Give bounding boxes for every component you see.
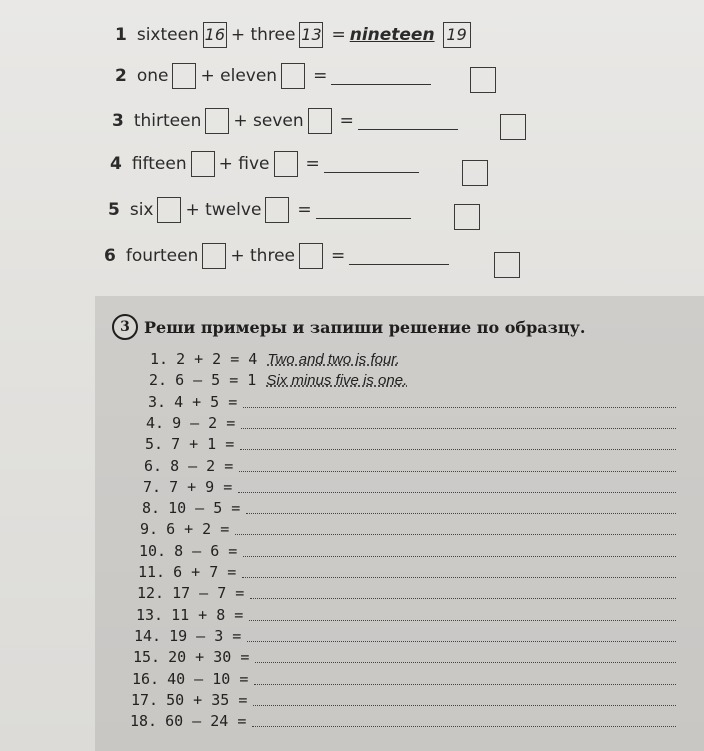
row-number: 8. — [142, 499, 161, 517]
answer-line[interactable] — [247, 627, 676, 642]
answer-line[interactable] — [243, 393, 676, 408]
result-box[interactable] — [470, 67, 496, 93]
math-expression: 50 + 35 = — [166, 691, 248, 709]
exercise-3-row — [137, 582, 676, 602]
exercise-3-row — [140, 518, 676, 538]
operator-word: + eleven — [200, 66, 278, 86]
exercise-3-row — [136, 604, 676, 624]
exercise-3-row — [143, 476, 676, 496]
addend-box[interactable] — [202, 243, 226, 269]
result-blank[interactable] — [324, 156, 419, 173]
row-number: 14. — [134, 627, 162, 645]
exercise-number-badge: 3 — [112, 314, 138, 340]
operator-word: + five — [218, 154, 270, 174]
equals-sign: = — [330, 246, 346, 266]
row-number: 7. — [143, 478, 162, 496]
answer-line[interactable] — [240, 435, 676, 450]
math-expression: 20 + 30 = — [168, 648, 250, 666]
exercise-3-row — [142, 497, 676, 517]
equals-sign: = — [305, 154, 320, 174]
exercise-3-row — [139, 540, 676, 560]
addend-word: one — [136, 66, 169, 86]
addend-box[interactable] — [274, 151, 298, 177]
exercise-2-section — [0, 0, 704, 300]
result-box[interactable] — [494, 252, 520, 278]
row-number: 4 — [110, 154, 122, 174]
exercise-2-row — [110, 151, 419, 177]
math-expression: 4 + 5 = — [174, 393, 238, 411]
answer-line[interactable] — [250, 584, 676, 599]
exercise-2-row — [115, 22, 475, 48]
exercise-2-row — [112, 108, 458, 134]
math-expression: 9 — 2 = — [172, 414, 236, 432]
math-expression: 17 — 7 = — [172, 584, 245, 602]
exercise-3-row — [149, 369, 676, 389]
addend-box[interactable] — [265, 197, 289, 223]
addend-box[interactable] — [205, 108, 229, 134]
row-number: 1 — [115, 25, 127, 45]
equals-sign: = — [339, 111, 354, 131]
equals-sign: = — [313, 66, 328, 86]
row-number: 11. — [138, 563, 166, 581]
result-box[interactable] — [462, 160, 488, 186]
result-blank[interactable] — [316, 202, 411, 219]
result-box[interactable] — [454, 204, 480, 230]
result-blank[interactable] — [358, 113, 458, 130]
row-number: 5. — [145, 435, 164, 453]
addend-word: thirteen — [133, 111, 202, 131]
answer-line[interactable] — [253, 691, 676, 706]
answer-line[interactable] — [238, 478, 676, 493]
exercise-instruction: Реши примеры и запиши решение по образцу. — [144, 317, 586, 337]
row-number: 2. — [149, 371, 168, 389]
addend-word: fifteen — [131, 154, 187, 174]
operator-word: + three — [230, 246, 295, 266]
math-expression: 40 — 10 = — [167, 670, 249, 688]
math-expression: 2 + 2 = 4 — [176, 350, 258, 368]
addend-box[interactable]: 13 — [299, 22, 323, 48]
addend-box[interactable]: 16 — [203, 22, 227, 48]
answer-line[interactable] — [243, 542, 676, 557]
answer-line[interactable] — [254, 670, 676, 685]
exercise-2-row — [108, 197, 411, 223]
exercise-3-row — [145, 433, 676, 453]
addend-box[interactable] — [299, 243, 323, 269]
addend-box[interactable] — [191, 151, 215, 177]
row-number: 1. — [150, 350, 169, 368]
addend-word: fourteen — [125, 246, 199, 266]
addend-box[interactable] — [308, 108, 332, 134]
addend-box[interactable] — [172, 63, 196, 89]
answer-line[interactable] — [242, 563, 676, 578]
math-expression: 6 — 5 = 1 — [175, 371, 257, 389]
result-box[interactable] — [500, 114, 526, 140]
result-box[interactable]: 19 — [443, 22, 471, 48]
row-number: 6 — [104, 246, 116, 266]
result-blank[interactable] — [349, 248, 449, 265]
answer-text[interactable]: Two and two is four. — [267, 351, 400, 368]
row-number: 12. — [137, 584, 165, 602]
row-number: 10. — [139, 542, 167, 560]
addend-box[interactable] — [157, 197, 181, 223]
answer-line[interactable] — [252, 712, 676, 727]
result-blank[interactable] — [331, 68, 431, 85]
exercise-3-row — [148, 391, 676, 411]
exercise-3-row — [131, 689, 676, 709]
exercise-3-row — [130, 710, 676, 730]
row-number: 2 — [115, 66, 127, 86]
exercise-3-row — [144, 455, 676, 475]
row-number: 4. — [146, 414, 165, 432]
row-number: 3 — [112, 111, 124, 131]
equals-sign: = — [297, 200, 312, 220]
exercise-3-row — [134, 625, 676, 645]
answer-line[interactable] — [241, 414, 676, 429]
result-word[interactable]: nineteen — [349, 25, 435, 45]
math-expression: 6 + 2 = — [166, 520, 230, 538]
row-number: 17. — [131, 691, 159, 709]
math-expression: 8 — 6 = — [174, 542, 238, 560]
equals-sign: = — [331, 25, 346, 45]
exercise-3-row — [132, 668, 676, 688]
addend-word: six — [129, 200, 154, 220]
row-number: 16. — [132, 670, 160, 688]
operator-word: + seven — [233, 111, 304, 131]
exercise-3-row — [146, 412, 676, 432]
answer-line[interactable] — [235, 520, 676, 535]
exercise-3-row — [150, 348, 676, 368]
math-expression: 8 — 2 = — [170, 457, 234, 475]
row-number: 18. — [130, 712, 158, 730]
math-expression: 60 — 24 = — [165, 712, 247, 730]
row-number: 6. — [144, 457, 163, 475]
addend-word: sixteen — [136, 25, 199, 45]
math-expression: 7 + 9 = — [169, 478, 233, 496]
exercise-2-row — [104, 243, 449, 269]
row-number: 9. — [140, 520, 159, 538]
answer-line[interactable] — [255, 648, 676, 663]
operator-word: + twelve — [185, 200, 262, 220]
math-expression: 7 + 1 = — [171, 435, 235, 453]
math-expression: 19 — 3 = — [169, 627, 242, 645]
answer-text[interactable]: Six minus five is one. — [266, 372, 408, 389]
answer-line[interactable] — [239, 457, 676, 472]
exercise-3-row — [133, 646, 676, 666]
exercise-3-header — [112, 314, 585, 340]
answer-line[interactable] — [249, 606, 676, 621]
operator-word: + three — [230, 25, 296, 45]
math-expression: 10 — 5 = — [168, 499, 241, 517]
row-number: 5 — [108, 200, 120, 220]
row-number: 15. — [133, 648, 161, 666]
row-number: 13. — [136, 606, 164, 624]
answer-line[interactable] — [246, 499, 676, 514]
row-number: 3. — [148, 393, 167, 411]
math-expression: 11 + 8 = — [171, 606, 244, 624]
exercise-2-row — [115, 63, 431, 89]
exercise-3-row — [138, 561, 676, 581]
math-expression: 6 + 7 = — [173, 563, 237, 581]
addend-box[interactable] — [281, 63, 305, 89]
